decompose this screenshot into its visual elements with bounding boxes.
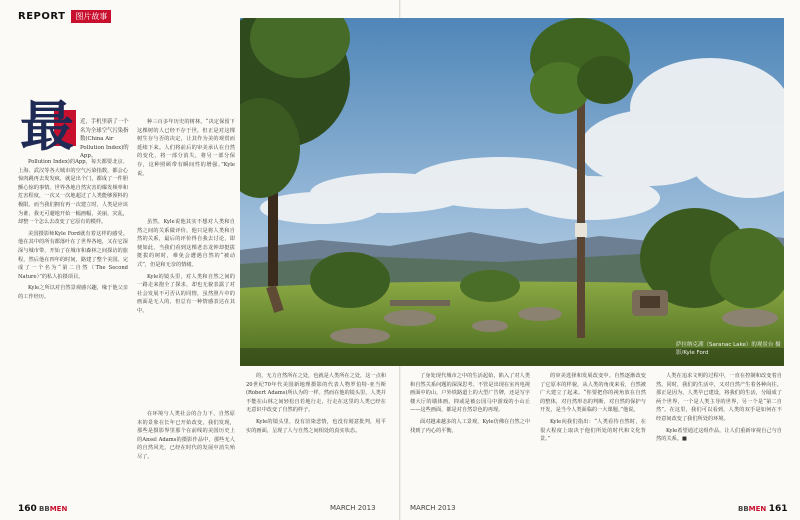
page-number-right: 161 — [768, 504, 788, 514]
paragraph: Kyle之所以对自然景观感兴趣，缘于他父亲的工作经历。 — [18, 285, 128, 300]
lead-paragraph: 近，手机里新了一个名为全球空气污染指数(China Air Pollution Index)的App。 — [80, 119, 129, 160]
paragraph: 了身处现代城市之中的生活起始，陷入了对人类和自然关系问题的深深思考。不管是出现在室内电视画面中的山，户外铁路道上的大型广告牌，还是写字楼大厅的墙体画，抑或是被公园马中游戏的小山丘——这些画面，都是对自然景色的再现。 — [410, 373, 530, 414]
article-column-5 — [540, 372, 646, 496]
paragraph: Kyle的镜头里，对人类和自然之间的一路走来抱全了探求，却也无貌表露了对社会发展不可否认的同情，虽然照片中的画面是无人的，但总有一种情感表达在其中。 — [137, 273, 235, 314]
paragraph: 美国摄影师Kyle Ford就有着这样的感受。他在其中的所有都落叶在了世界各地，又在它深深与城市带，开始了在城市和森林之间探访的旅程，然后他在四年的时间，路建了整个美国。完成了一个名为“第二自然（The Second Nature）”的私人拍摄项目。 — [18, 230, 128, 280]
article-column-2-bottom — [137, 410, 235, 496]
photo-caption: 萨拉纳克湖（Saranac Lake）的观景台 摄影/Kyle Ford — [676, 342, 781, 356]
paragraph: Kyle的镜头里，没有渲染悲情，也没有刻意批判，用平实的画面，呈现了人与自然之间相处的真实状态。 — [246, 418, 386, 434]
brand-part-accent: MEN — [49, 505, 68, 513]
subsection-label: 图片故事 — [71, 10, 111, 23]
landscape-illustration — [240, 18, 784, 366]
article-column-4 — [410, 372, 530, 496]
paragraph: Pollution Index)的App，每天都要北京、上海、武汉等各大城市的空气污染指数，都会心惊肉跳再去发发疯，就是出个门，都成了一件胆颤心惊的事情。世界各地自然灾害的爆发频率和危害程度，一次又一次地超过了人类能够预料的极限。而当我们拥有再一次建立时，人类是应该为谁、我无可避地开始一幅画幅，美丽，灾乱，却整一个怎么去改变了它原有的模样。 — [18, 159, 128, 226]
brand-part: BB — [39, 505, 50, 513]
article-column-2 — [137, 118, 235, 218]
section-header — [18, 10, 111, 23]
brand-logo-left — [39, 505, 67, 513]
paragraph: 在环境与人类社会的合力下，自然原本的景象在长年已开始改变，我们发现，那些是摄影界里那个在前线的美国历史上的Ansel Adams的摄影作品中，那些无人的自然风光，已经在时代的发展中消失殆尽了。 — [137, 411, 235, 460]
brand-part-accent: MEN — [748, 505, 767, 513]
paragraph: Kyle希望通过这组作品，让人们重新审视自己与自然的关系。■ — [656, 427, 782, 443]
paragraph: 虽然，Kyle说他其实不想对人类和自然之间的关系做评价，他只是将人类和自然的关系，最后的评价得自我去讨论，即便如此，当我们看到这棵老态龙钟却挺拔挺拔的树时，难免会遭遇自然的“被动式”，但是和无奈的情绪。 — [137, 219, 235, 268]
drop-cap: 最 — [20, 96, 80, 156]
footer-right — [738, 504, 788, 514]
paragraph: Kyle向我们指出：“人类看待自然时，在很大程度上取决于他们所处的时代和文化背景。” — [540, 418, 646, 443]
section-label: REPORT — [18, 11, 66, 22]
paragraph: 的审美选择和发展改变中。自然逐渐改变了它原本的样貌，从人类的角度来看，自然被广大建立了起来。“你要把你的视角放在自然的整体，对自然形态的判断，对自然的保护与开发，是当今人类面临的一大课题。”他说。 — [540, 373, 646, 414]
brand-part: BB — [738, 505, 749, 513]
article-column-6 — [656, 372, 782, 496]
paragraph: 种三百多年历史的树林。“决定保留下这棵树的人已经不存于世，但正是对这棵树生存与否的决定，让其作为美的观赏而延续下来。人们将前后的审美承认在自然的变化，将一部分消失，将另一部分保存，这种照顾带有瞬间性的增强。”Kyle说。 — [137, 119, 235, 177]
paragraph: 人类在追求文明的过程中，一直在控制和改变着自然。同时，我们的生活中，又对自然产生着各种向往。那正是因为，人类早已建设，将我们的生活，分隔成了两个世界，一个是人类主导的世界，另一个是“第二自然”。在这里，我们可以看到，人类的双手是如何在不经意间改变了我们所处的环境。 — [656, 373, 782, 422]
page-number-left: 160 — [18, 504, 37, 514]
article-column-2-mid — [137, 218, 235, 408]
footer-date-right: MARCH 2013 — [410, 504, 456, 512]
landscape-photo — [240, 18, 784, 366]
footer-date-left: MARCH 2013 — [330, 504, 376, 512]
brand-logo-right — [738, 505, 769, 513]
paragraph: 的，无力自然所在之处，也就是人类所在之处，这一点和20世纪70年代美国新地理摄影的代表人物罗伯特·亚当斯(Robert Adams)所认为的一样。然而在他的镜头里，人类并不能在山林之间轻松自若地行走，行走在这里的人类已经在无意识中改变了自然的样子。 — [246, 373, 386, 414]
footer-left — [18, 504, 67, 514]
paragraph: 面对越来越多的人工景观，Kyle仿佛在自然之中找到了内心的平衡。 — [410, 418, 530, 434]
article-column-1 — [18, 158, 128, 496]
article-column-3 — [246, 372, 386, 496]
